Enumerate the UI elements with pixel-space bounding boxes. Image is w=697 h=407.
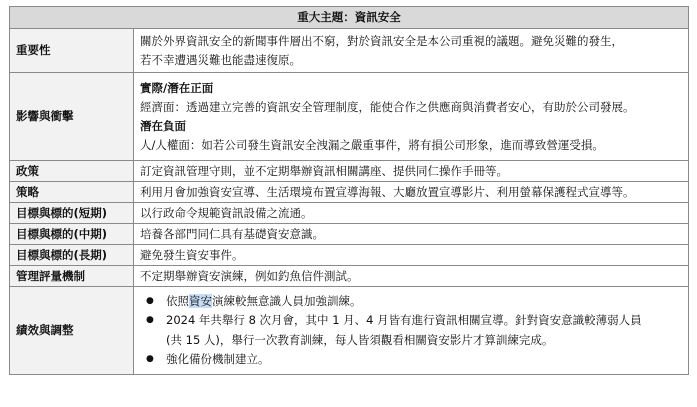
bullet-icon: ● [146, 354, 154, 364]
list-item [140, 350, 682, 370]
bullet-2-line-2: (共 15 人)，舉行一次教育訓練，每人皆須觀看相關資安影片才算訓練完成。 [166, 332, 554, 347]
list-item [140, 311, 682, 350]
info-security-table-container [9, 6, 688, 375]
row-label-goal-short: 目標與標的(短期) [10, 203, 134, 224]
row-label-performance: 績效與調整 [10, 287, 134, 375]
table-row-strategy [10, 182, 689, 203]
table-row-performance [10, 287, 689, 375]
importance-line-1: 關於外界資訊安全的新聞事件層出不窮，對於資訊安全是本公司重視的議題。避免災難的發生， [140, 33, 623, 48]
row-content-strategy: 利用月會加強資安宣導、生活環境布置宣導海報、大廳放置宣導影片、利用螢幕保護程式宣導等。 [134, 182, 689, 203]
row-label-management: 管理評量機制 [10, 266, 134, 287]
row-content-impact [134, 73, 689, 161]
highlighted-text: 資安 [189, 293, 212, 308]
performance-bullet-list [140, 292, 682, 370]
bullet-2-line-1: 2024 年共舉行 8 次月會，其中 1 月、4 月皆有進行資訊相關宣導。針對資安意識較薄弱人員 [166, 313, 642, 327]
table-row-goal-mid [10, 224, 689, 245]
row-content-policy: 訂定資訊管理守則，並不定期舉辦資訊相關講座、提供同仁操作手冊等。 [134, 161, 689, 182]
row-label-policy: 政策 [10, 161, 134, 182]
positive-impact-heading: 實際/潛在正面 [140, 80, 214, 95]
table-row-goal-short [10, 203, 689, 224]
row-content-goal-mid: 培養各部門同仁具有基礎資安意識。 [134, 224, 689, 245]
row-content-goal-short: 以行政命令規範資訊設備之流通。 [134, 203, 689, 224]
table-row-impact [10, 73, 689, 161]
table-title-row [10, 7, 689, 29]
row-content-importance [134, 29, 689, 73]
row-label-importance: 重要性 [10, 29, 134, 73]
table-row-importance [10, 29, 689, 73]
bullet-3-text: 強化備份機制建立。 [166, 352, 270, 366]
row-label-impact: 影響與衝擊 [10, 73, 134, 161]
row-content-performance [134, 287, 689, 375]
table-row-goal-long [10, 245, 689, 266]
info-security-table [9, 6, 689, 375]
bullet-icon: ● [146, 315, 154, 325]
row-content-management: 不定期舉辦資安演練，例如釣魚信件測試。 [134, 266, 689, 287]
table-title: 重大主題：資訊安全 [10, 7, 689, 29]
table-row-policy [10, 161, 689, 182]
row-label-goal-mid: 目標與標的(中期) [10, 224, 134, 245]
row-label-goal-long: 目標與標的(長期) [10, 245, 134, 266]
importance-line-2: 若不幸遭遇災難也能盡速復原。 [140, 52, 301, 67]
table-row-management [10, 266, 689, 287]
list-item [140, 292, 682, 312]
negative-impact-heading: 潛在負面 [140, 118, 186, 133]
row-label-strategy: 策略 [10, 182, 134, 203]
row-content-goal-long: 避免發生資安事件。 [134, 245, 689, 266]
bullet-icon: ● [146, 295, 154, 306]
bullet-1-text-end: 演練較無意識人員加強訓練。 [212, 293, 362, 308]
bullet-1-text-start: 依照 [166, 293, 189, 308]
negative-impact-text: 人/人權面：如若公司發生資訊安全洩漏之嚴重事件，將有損公司形象，進而導致營運受損。 [140, 137, 604, 152]
positive-impact-text: 經濟面：透過建立完善的資訊安全管理制度，能使合作之供應商與消費者安心，有助於公司發展。 [140, 99, 635, 114]
